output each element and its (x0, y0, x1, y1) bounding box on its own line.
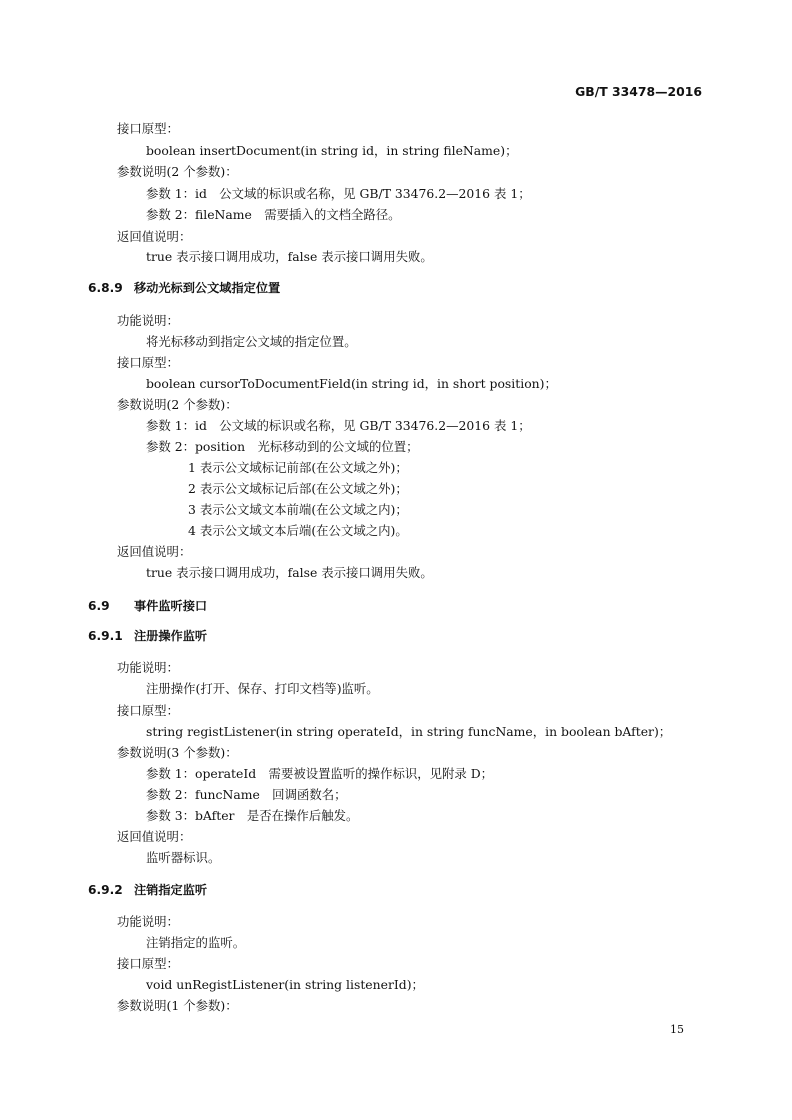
section-heading-6-9-2 (88, 882, 207, 898)
prototype-signature: boolean insertDocument(in string id，in string fileName)； (146, 143, 518, 158)
section-title: 注销指定监听 (134, 883, 208, 897)
params-label: 参数说明(2 个参数)： (117, 164, 238, 179)
function-desc: 注册操作(打开、保存、打印文档等)监听。 (146, 681, 379, 696)
prototype-signature: string registListener(in string operateId，in string funcName，in boolean bAfter)； (146, 724, 672, 739)
param-item: 参数 2：position 光标移动到的公文域的位置； (146, 439, 419, 454)
function-label: 功能说明： (117, 313, 179, 328)
prototype-signature: void unRegistListener(in string listenerId)； (146, 977, 424, 992)
function-label: 功能说明： (117, 914, 179, 929)
document-code: GB/T 33478—2016 (575, 84, 702, 99)
params-label: 参数说明(2 个参数)： (117, 397, 238, 412)
section-number: 6.8.9 (88, 281, 123, 295)
section-title: 事件监听接口 (134, 599, 208, 613)
params-label: 参数说明(1 个参数)： (117, 998, 238, 1013)
return-desc: true 表示接口调用成功，false 表示接口调用失败。 (146, 249, 433, 264)
return-desc: true 表示接口调用成功，false 表示接口调用失败。 (146, 565, 433, 580)
section-number: 6.9.2 (88, 883, 123, 897)
prototype-label: 接口原型： (117, 355, 179, 370)
param-option: 2 表示公文域标记后部(在公文域之外)； (188, 481, 408, 496)
section-title: 注册操作监听 (134, 629, 208, 643)
section-number: 6.9.1 (88, 629, 123, 643)
return-label: 返回值说明： (117, 544, 192, 559)
return-label: 返回值说明： (117, 829, 192, 844)
param-item: 参数 1：id 公文域的标识或名称，见 GB/T 33476.2—2016 表 1； (146, 418, 531, 433)
section-heading-6-8-9 (88, 280, 280, 296)
param-option: 1 表示公文域标记前部(在公文域之外)； (188, 460, 408, 475)
param-item: 参数 2：fileName 需要插入的文档全路径。 (146, 207, 401, 222)
page-number: 15 (670, 1023, 684, 1036)
section-title: 移动光标到公文域指定位置 (134, 281, 281, 295)
param-item: 参数 3：bAfter 是否在操作后触发。 (146, 808, 359, 823)
param-option: 4 表示公文域文本后端(在公文域之内)。 (188, 523, 408, 538)
param-item: 参数 1：operateId 需要被设置监听的操作标识，见附录 D； (146, 766, 494, 781)
param-item: 参数 1：id 公文域的标识或名称，见 GB/T 33476.2—2016 表 1； (146, 186, 531, 201)
function-desc: 将光标移动到指定公文域的指定位置。 (146, 334, 357, 349)
param-option: 3 表示公文域文本前端(在公文域之内)； (188, 502, 408, 517)
params-label: 参数说明(3 个参数)： (117, 745, 238, 760)
param-item: 参数 2：funcName 回调函数名； (146, 787, 347, 802)
section-number: 6.9 (88, 599, 110, 613)
section-heading-6-9-1 (88, 628, 207, 644)
section-heading-6-9 (88, 598, 207, 614)
function-label: 功能说明： (117, 660, 179, 675)
prototype-label: 接口原型： (117, 956, 179, 971)
prototype-signature: boolean cursorToDocumentField(in string id，in short position)； (146, 376, 557, 391)
return-label: 返回值说明： (117, 229, 192, 244)
prototype-label: 接口原型： (117, 121, 179, 136)
prototype-label: 接口原型： (117, 703, 179, 718)
return-desc: 监听器标识。 (146, 850, 221, 865)
function-desc: 注销指定的监听。 (146, 935, 246, 950)
